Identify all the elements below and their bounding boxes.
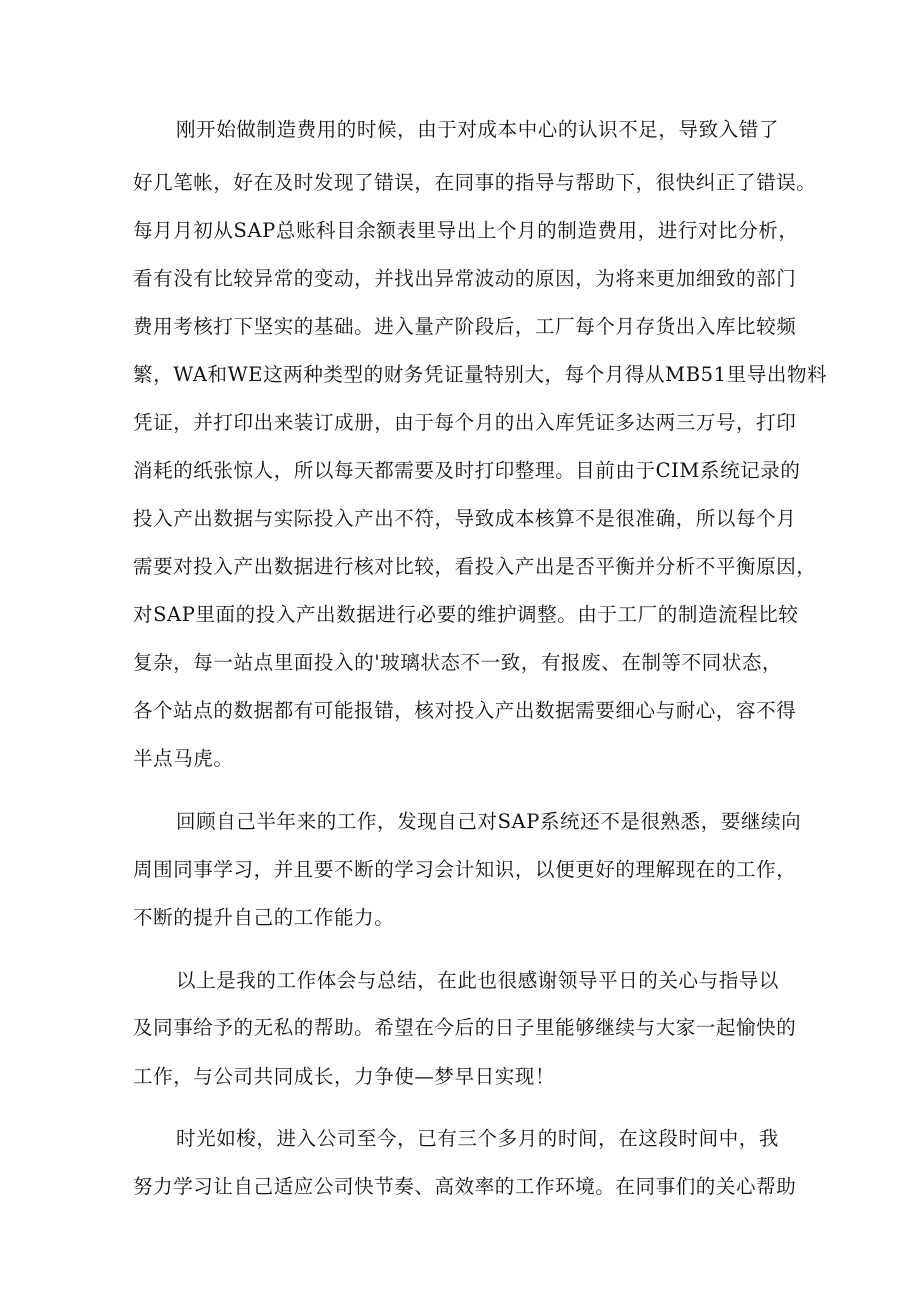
- text-line: 消耗的纸张惊人，所以每天都需要及时打印整理。目前由于CIM系统记录的: [133, 459, 801, 482]
- text-line: 对SAP里面的投入产出数据进行必要的维护调整。由于工厂的制造流程比较: [133, 603, 799, 626]
- text-line: 以上是我的工作体会与总结，在此也很感谢领导平日的关心与指导以: [176, 969, 780, 992]
- text-line: 及同事给予的无私的帮助。希望在今后的日子里能够继续与大家一起愉快的: [133, 1016, 797, 1039]
- text-line: 努力学习让自己适应公司快节奏、高效率的工作环境。在同事们的关心帮助: [133, 1175, 797, 1198]
- text-line: 好几笔帐，好在及时发现了错误，在同事的指导与帮助下，很快纠正了错误。: [133, 171, 817, 194]
- text-line: 每月月初从SAP总账科目余额表里导出上个月的制造费用，进行对比分析，: [133, 219, 799, 242]
- text-line: 回顾自己半年来的工作，发现自己对SAP系统还不是很熟悉，要继续向: [176, 810, 802, 833]
- text-line: 看有没有比较异常的变动，并找出异常波动的原因，为将来更加细致的部门: [133, 267, 797, 290]
- text-line: 不断的提升自己的工作能力。: [133, 906, 395, 929]
- text-line: 周围同事学习，并且要不断的学习会计知识，以便更好的理解现在的工作，: [133, 858, 797, 881]
- text-line: 繁，WA和WE这两种类型的财务凭证量特别大，每个月得从MB51里导出物料: [133, 363, 828, 386]
- text-line: 凭证，并打印出来装订成册，由于每个月的出入库凭证多达两三万号，打印: [133, 411, 797, 434]
- text-line: 各个站点的数据都有可能报错，核对投入产出数据需要细心与耐心，容不得: [133, 699, 797, 722]
- text-line: 刚开始做制造费用的时候，由于对成本中心的认识不足，导致入错了: [176, 118, 780, 141]
- text-line: 费用考核打下坚实的基础。进入量产阶段后，工厂每个月存货出入库比较频: [133, 315, 797, 338]
- text-line: 半点马虎。: [133, 747, 234, 770]
- text-line: 投入产出数据与实际投入产出不符，导致成本核算不是很准确，所以每个月: [133, 507, 797, 530]
- text-line: 时光如梭，进入公司至今，已有三个多月的时间，在这段时间中，我: [176, 1127, 780, 1150]
- text-line: 需要对投入产出数据进行核对比较，看投入产出是否平衡并分析不平衡原因，: [133, 555, 817, 578]
- text-line: 复杂，每一站点里面投入的'玻璃状态不一致，有报废、在制等不同状态，: [133, 651, 783, 674]
- text-line: 工作，与公司共同成长，力争使—梦早日实现！: [133, 1065, 556, 1088]
